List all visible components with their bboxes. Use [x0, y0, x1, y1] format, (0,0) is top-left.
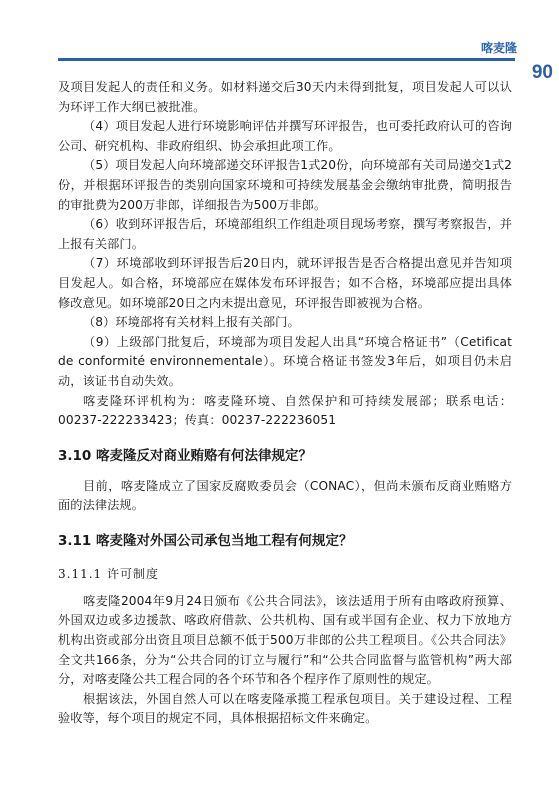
- page-content: [58, 78, 512, 729]
- paragraph: 喀麦隆2004年9月24日颁布《公共合同法》，该法适用于所有由喀政府预算、外国双边或多边援款、喀政府借款、公共机构、国有或半国有企业、权力下放地方机构出资或部分出资且项目总额不低于500万非郎的公共工程项目。《公共合同法》全文共166条，分为“公共合同的订立与履行”和“公共合同监督与监管机构”两大部分，对喀麦隆公共工程合同的各个环节和各个程序作了原则性的规定。: [58, 593, 512, 687]
- paragraph: 及项目发起人的责任和义务。如材料递交后30天内未得到批复，项目发起人可以认为环评工作大纲已被批准。: [58, 80, 512, 114]
- section-heading-3-11: 3.11 喀麦隆对外国公司承包当地工程有何规定？: [58, 532, 353, 549]
- paragraph: （8）环境部将有关材料上报有关部门。: [83, 315, 300, 330]
- paragraph: （7）环境部收到环评报告后20日内，就环评报告是否合格提出意见并告知项目发起人。如合格，环境部应在媒体发布环评报告；如不合格，环境部应提出具体修改意见。如环境部20日之内未提出意见，环评报告即被视为合格。: [58, 256, 512, 310]
- paragraph: （6）收到环评报告后，环境部组织工作组赴项目现场考察，撰写考察报告，并上报有关部门。: [58, 217, 512, 251]
- page-number: 90: [531, 62, 553, 83]
- section-heading-3-10: 3.10 喀麦隆反对商业贿赂有何法律规定？: [58, 447, 313, 464]
- header-country-label: 喀麦隆: [480, 41, 517, 55]
- paragraph: （5）项目发起人向环境部递交环评报告1式20份，向环境部有关司局递交1式2份，并根据环评报告的类别向国家环境和可持续发展基金会缴纳审批费，简明报告的审批费为200万非郎，详细报告为500万非郎。: [58, 158, 512, 212]
- paragraph: 根据该法，外国自然人可以在喀麦隆承揽工程承包项目。关于建设过程、工程验收等，每个项目的规定不同，具体根据招标文件来确定。: [58, 691, 512, 726]
- header-divider: [58, 58, 515, 61]
- paragraph: （4）项目发起人进行环境影响评估并撰写环评报告，也可委托政府认可的咨询公司、研究机构、非政府组织、协会承担此项工作。: [58, 119, 512, 153]
- subsection-heading-3-11-1: 3.11.1 许可制度: [58, 566, 159, 581]
- paragraph: （9）上级部门批复后，环境部为项目发起人出具“环境合格证书”（Cetificat de conformité environnementale）。环境合格证书签发3年后，如项目仍未启动，该证书自动失效。: [58, 334, 512, 388]
- paragraph: 喀麦隆环评机构为：喀麦隆环境、自然保护和可持续发展部；联系电话：00237-222233423；传真：00237-222236051: [58, 393, 512, 428]
- paragraph: 目前，喀麦隆成立了国家反腐败委员会（CONAC），但尚未颁布反商业贿赂方面的法律法规。: [58, 478, 512, 513]
